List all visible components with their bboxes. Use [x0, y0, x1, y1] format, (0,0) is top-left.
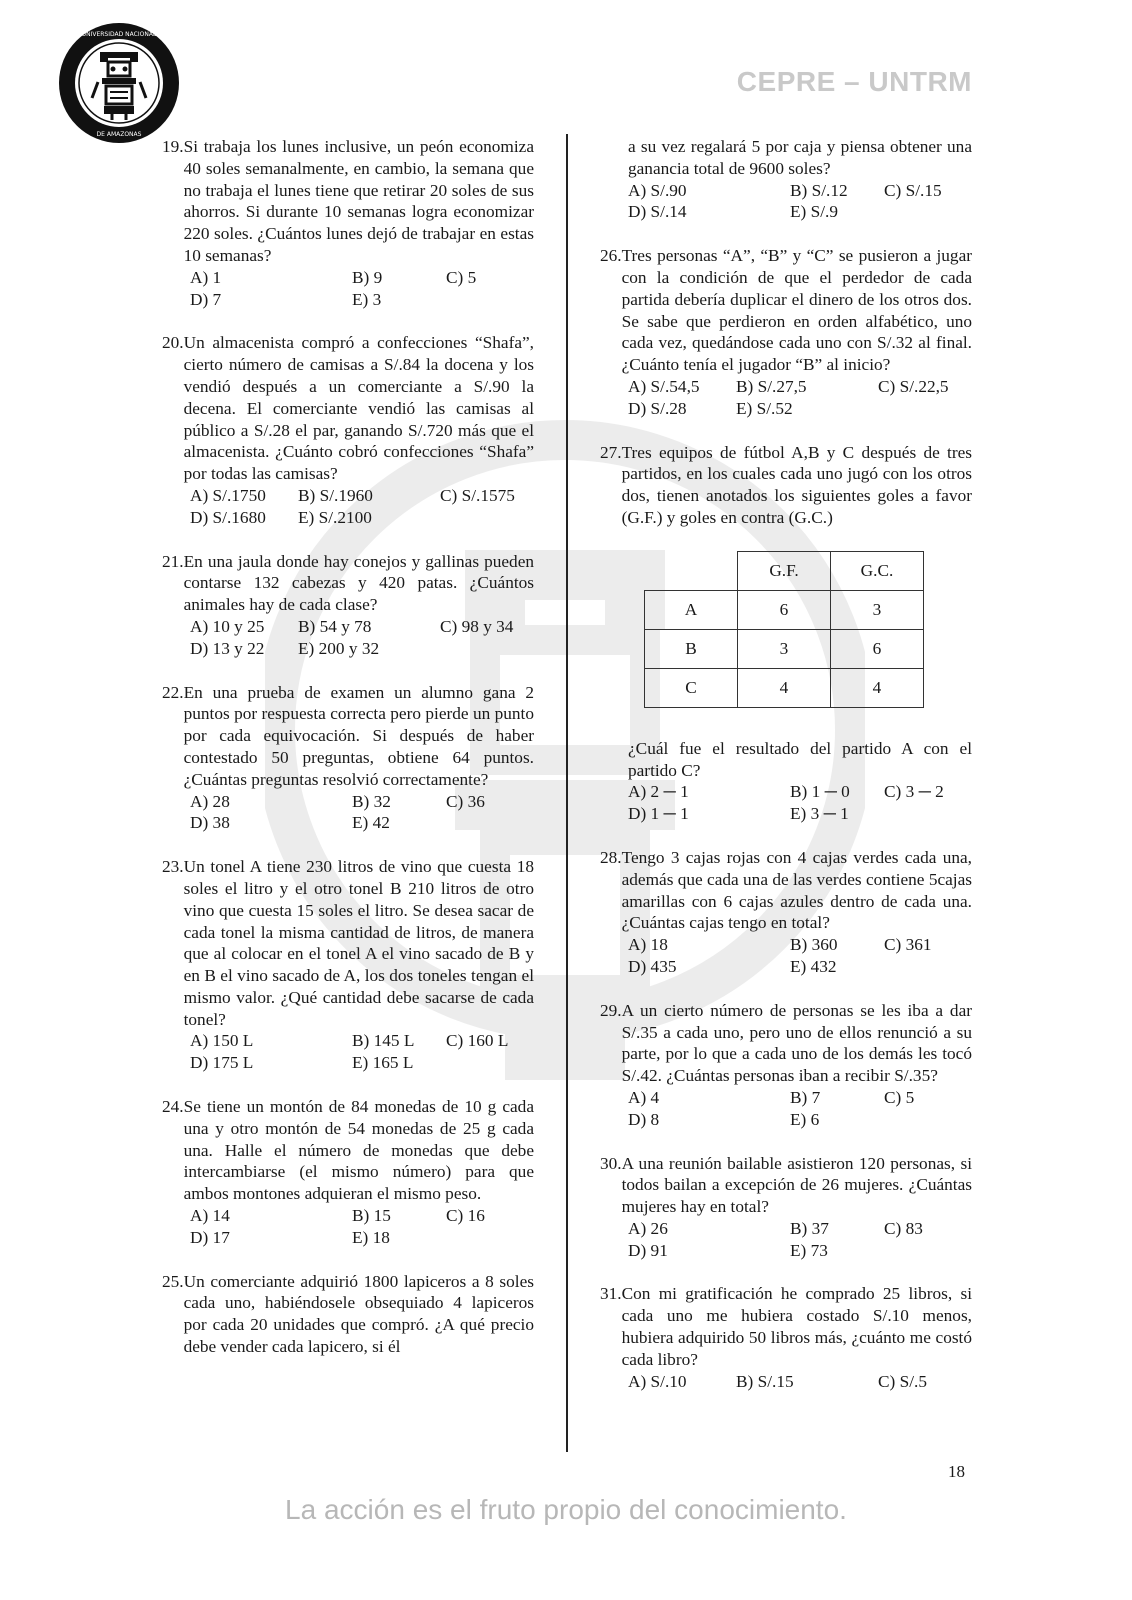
question-number: 29. — [600, 1000, 622, 1020]
option-a: A) 14 — [190, 1206, 230, 1226]
question-22 — [162, 682, 534, 835]
table-row — [645, 629, 924, 668]
option-d: D) 175 L — [190, 1053, 254, 1073]
question-20 — [162, 332, 534, 528]
svg-text:UNIVERSIDAD NACIONAL: UNIVERSIDAD NACIONAL — [81, 31, 157, 38]
option-a: A) S/.90 — [628, 180, 687, 200]
option-e: E) 6 — [790, 1109, 820, 1129]
gf-cell: 3 — [738, 629, 831, 668]
option-a: A) 150 L — [190, 1031, 254, 1051]
question-text: Tres equipos de fútbol A,B y C después de tres partidos, en los cuales cada uno jugó con los otros dos, tienen anotados los siguientes goles a favor (G.F.) y goles en contra (G.C.) — [621, 442, 972, 527]
option-e: E) 18 — [352, 1227, 390, 1247]
option-b: B) 9 — [352, 267, 383, 287]
option-b: B) 37 — [790, 1218, 829, 1238]
table-header-gc: G.C. — [831, 551, 924, 590]
question-19 — [162, 136, 534, 310]
table-row — [645, 590, 924, 629]
question-text-continued: a su vez regalará 5 por caja y piensa obtener una ganancia total de 9600 soles? — [628, 137, 972, 178]
question-number: 19. — [162, 137, 184, 156]
option-d: D) 91 — [628, 1240, 668, 1260]
question-text: Tengo 3 cajas rojas con 4 cajas verdes cada una, además que cada una de las verdes contiene 5cajas amarillas con 6 cajas azules dentro de cada una. ¿Cuántas cajas tengo en total? — [621, 847, 972, 933]
question-text: Si trabaja los lunes inclusive, un peón economiza 40 soles semanalmente, en cambio, la semana que no trabaja el lunes tiene que retirar 20 soles de sus ahorros. Si durante 10 semanas logra economizar 220 soles. ¿Cuántos lunes dejó de trabajar en estas 10 semanas? — [183, 137, 534, 265]
option-d: D) 1 ─ 1 — [628, 804, 689, 824]
gf-cell: 4 — [738, 668, 831, 707]
option-e: E) 200 y 32 — [298, 638, 380, 658]
goals-table — [644, 551, 924, 708]
option-b: B) S/.12 — [790, 180, 848, 200]
option-e: E) S/.9 — [790, 202, 839, 222]
option-c: C) 16 — [446, 1206, 485, 1226]
option-b: B) 54 y 78 — [298, 616, 372, 636]
footer-motto: La acción es el fruto propio del conocimiento. — [285, 1494, 847, 1525]
option-c: C) 160 L — [446, 1031, 509, 1051]
question-text-after-table: ¿Cuál fue el resultado del partido A con el partido C? — [628, 738, 972, 780]
option-d: D) 7 — [190, 289, 222, 309]
question-number: 25. — [162, 1271, 184, 1291]
option-d: D) 435 — [628, 956, 677, 976]
question-31 — [600, 1283, 972, 1392]
question-27 — [600, 442, 972, 825]
page-number: 18 — [948, 1462, 965, 1481]
option-c: C) S/.1575 — [440, 485, 515, 505]
option-e: E) 165 L — [352, 1053, 414, 1073]
option-b: B) 145 L — [352, 1031, 415, 1051]
question-number: 20. — [162, 333, 184, 353]
table-corner — [645, 551, 738, 590]
option-b: B) S/.15 — [736, 1371, 794, 1391]
question-number: 23. — [162, 857, 184, 877]
question-24 — [162, 1096, 534, 1249]
question-text: Un comerciante adquirió 1800 lapiceros a 8 soles cada uno, habiéndosele obsequiado 4 lapiceros por cada 20 unidades que compró. ¿A qué precio debe vender cada lapicero, si él — [183, 1271, 534, 1357]
question-text: Se tiene un montón de 84 monedas de 10 g cada una y otro montón de 54 monedas de 25 g cada una. Halle el número de monedas que debe intercambiarse (el mismo número) para que ambos montones adquieran el mismo peso. — [183, 1097, 534, 1204]
question-text: En una prueba de examen un alumno gana 2 puntos por respuesta correcta pero pierde un punto por cada equivocación. Si después de haber contestado 50 preguntas, obtiene 64 puntos. ¿Cuántas preguntas resolvió correctamente? — [183, 682, 534, 789]
option-b: B) 15 — [352, 1206, 391, 1226]
gc-cell: 4 — [831, 668, 924, 707]
left-column — [162, 136, 534, 1380]
option-c: C) 3 ─ 2 — [884, 782, 944, 802]
option-d: D) 17 — [190, 1227, 230, 1247]
option-d: D) S/.28 — [628, 398, 687, 418]
table-row — [645, 668, 924, 707]
gc-cell: 6 — [831, 629, 924, 668]
option-c: C) S/.22,5 — [878, 376, 949, 396]
option-a: A) 18 — [628, 935, 668, 955]
option-c: C) S/.15 — [884, 180, 942, 200]
option-d: D) S/.14 — [628, 202, 687, 222]
question-23 — [162, 856, 534, 1074]
option-b: B) 32 — [352, 791, 391, 811]
question-26 — [600, 245, 972, 419]
right-column — [600, 136, 972, 1414]
option-c: C) 361 — [884, 935, 932, 955]
question-text: En una jaula donde hay conejos y gallinas pueden contarse 132 cabezas y 420 patas. ¿Cuántos animales hay de cada clase? — [183, 551, 534, 615]
option-a: A) 4 — [628, 1087, 660, 1107]
question-number: 27. — [600, 442, 622, 462]
header-title: CEPRE – UNTRM — [736, 66, 972, 97]
option-b: B) 360 — [790, 935, 838, 955]
option-e: E) 3 — [352, 289, 382, 309]
option-b: B) S/.27,5 — [736, 376, 807, 396]
option-d: D) 38 — [190, 813, 230, 833]
option-a: A) 2 ─ 1 — [628, 782, 689, 802]
question-number: 22. — [162, 682, 184, 702]
table-header-gf: G.F. — [738, 551, 831, 590]
question-28 — [600, 847, 972, 978]
question-25-continued — [600, 136, 972, 223]
question-29 — [600, 1000, 972, 1131]
option-e: E) 432 — [790, 956, 837, 976]
question-text: A una reunión bailable asistieron 120 personas, si todos bailan a excepción de 26 mujeres. ¿Cuántas mujeres hay en total? — [621, 1153, 972, 1217]
option-d: D) 8 — [628, 1109, 660, 1129]
team-cell: C — [645, 668, 738, 707]
option-b: B) S/.1960 — [298, 485, 373, 505]
option-e: E) S/.52 — [736, 398, 793, 418]
team-cell: B — [645, 629, 738, 668]
question-text: Un almacenista compró a confecciones “Shafa”, cierto número de camisas a S/.84 la docena y los vendió después a un comerciante a S/.90 la decena. El comerciante vendió las camisas al público a S/.28 el par, ganando S/.720 más que el almacenista. ¿Cuánto cobró confecciones “Shafa” por todas las camisas? — [183, 333, 534, 484]
question-text: Un tonel A tiene 230 litros de vino que cuesta 18 soles el litro y el otro tonel B 210 litros de otro vino que cuesta 15 soles el litro. Se desea sacar de cada tonel la misma cantidad de litros, de manera que al colocar en el tonel A el vino sacado de B y en B el vino sacado de A, los dos toneles tengan el mismo valor. ¿Qué cantidad debe sacarse de cada tonel? — [183, 857, 534, 1029]
question-number: 21. — [162, 551, 184, 571]
option-a: A) 10 y 25 — [190, 616, 265, 636]
question-text: Tres personas “A”, “B” y “C” se pusieron a jugar con la condición de que el perdedor de cada partida debería duplicar el dinero de los otros dos. Se sabe que perdieron en orden alfabético, uno cada vez, quedándose cada uno con S/.32 al final. ¿Cuánto tenía el jugador “B” al inicio? — [621, 246, 972, 375]
option-a: A) S/.1750 — [190, 485, 266, 505]
option-a: A) 28 — [190, 791, 230, 811]
gc-cell: 3 — [831, 590, 924, 629]
question-25 — [162, 1271, 534, 1358]
question-number: 31. — [600, 1284, 622, 1304]
option-c: C) S/.5 — [878, 1371, 927, 1391]
question-30 — [600, 1153, 972, 1262]
question-text: A un cierto número de personas se les iba a dar S/.35 a cada uno, pero uno de ellos renunció a su parte, por lo que a cada uno de los demás les tocó S/.42. ¿Cuántas personas iban a recibir S/.35? — [621, 1000, 972, 1086]
question-number: 24. — [162, 1097, 184, 1117]
option-e: E) 42 — [352, 813, 390, 833]
question-number: 26. — [600, 246, 622, 266]
option-b: B) 1 ─ 0 — [790, 782, 850, 802]
university-seal-logo — [58, 22, 180, 144]
option-c: C) 83 — [884, 1218, 923, 1238]
option-c: C) 5 — [446, 267, 477, 287]
option-e: E) 3 ─ 1 — [790, 804, 849, 824]
option-a: A) 1 — [190, 267, 222, 287]
svg-text:DE AMAZONAS: DE AMAZONAS — [96, 131, 142, 138]
question-text: Con mi gratificación he comprado 25 libros, si cada uno me hubiera costado S/.10 menos, hubiera adquirido 50 libros más, ¿cuánto me costó cada libro? — [621, 1284, 972, 1369]
option-c: C) 5 — [884, 1087, 915, 1107]
question-number: 28. — [600, 847, 622, 867]
option-d: D) S/.1680 — [190, 507, 266, 527]
option-a: A) 26 — [628, 1218, 668, 1238]
gf-cell: 6 — [738, 590, 831, 629]
question-21 — [162, 551, 534, 660]
option-c: C) 98 y 34 — [440, 616, 514, 636]
option-a: A) S/.54,5 — [628, 376, 700, 396]
option-e: E) 73 — [790, 1240, 828, 1260]
option-d: D) 13 y 22 — [190, 638, 265, 658]
option-a: A) S/.10 — [628, 1371, 687, 1391]
option-e: E) S/.2100 — [298, 507, 372, 527]
question-number: 30. — [600, 1153, 622, 1173]
team-cell: A — [645, 590, 738, 629]
option-c: C) 36 — [446, 791, 485, 811]
column-divider — [566, 134, 568, 1452]
option-b: B) 7 — [790, 1087, 821, 1107]
